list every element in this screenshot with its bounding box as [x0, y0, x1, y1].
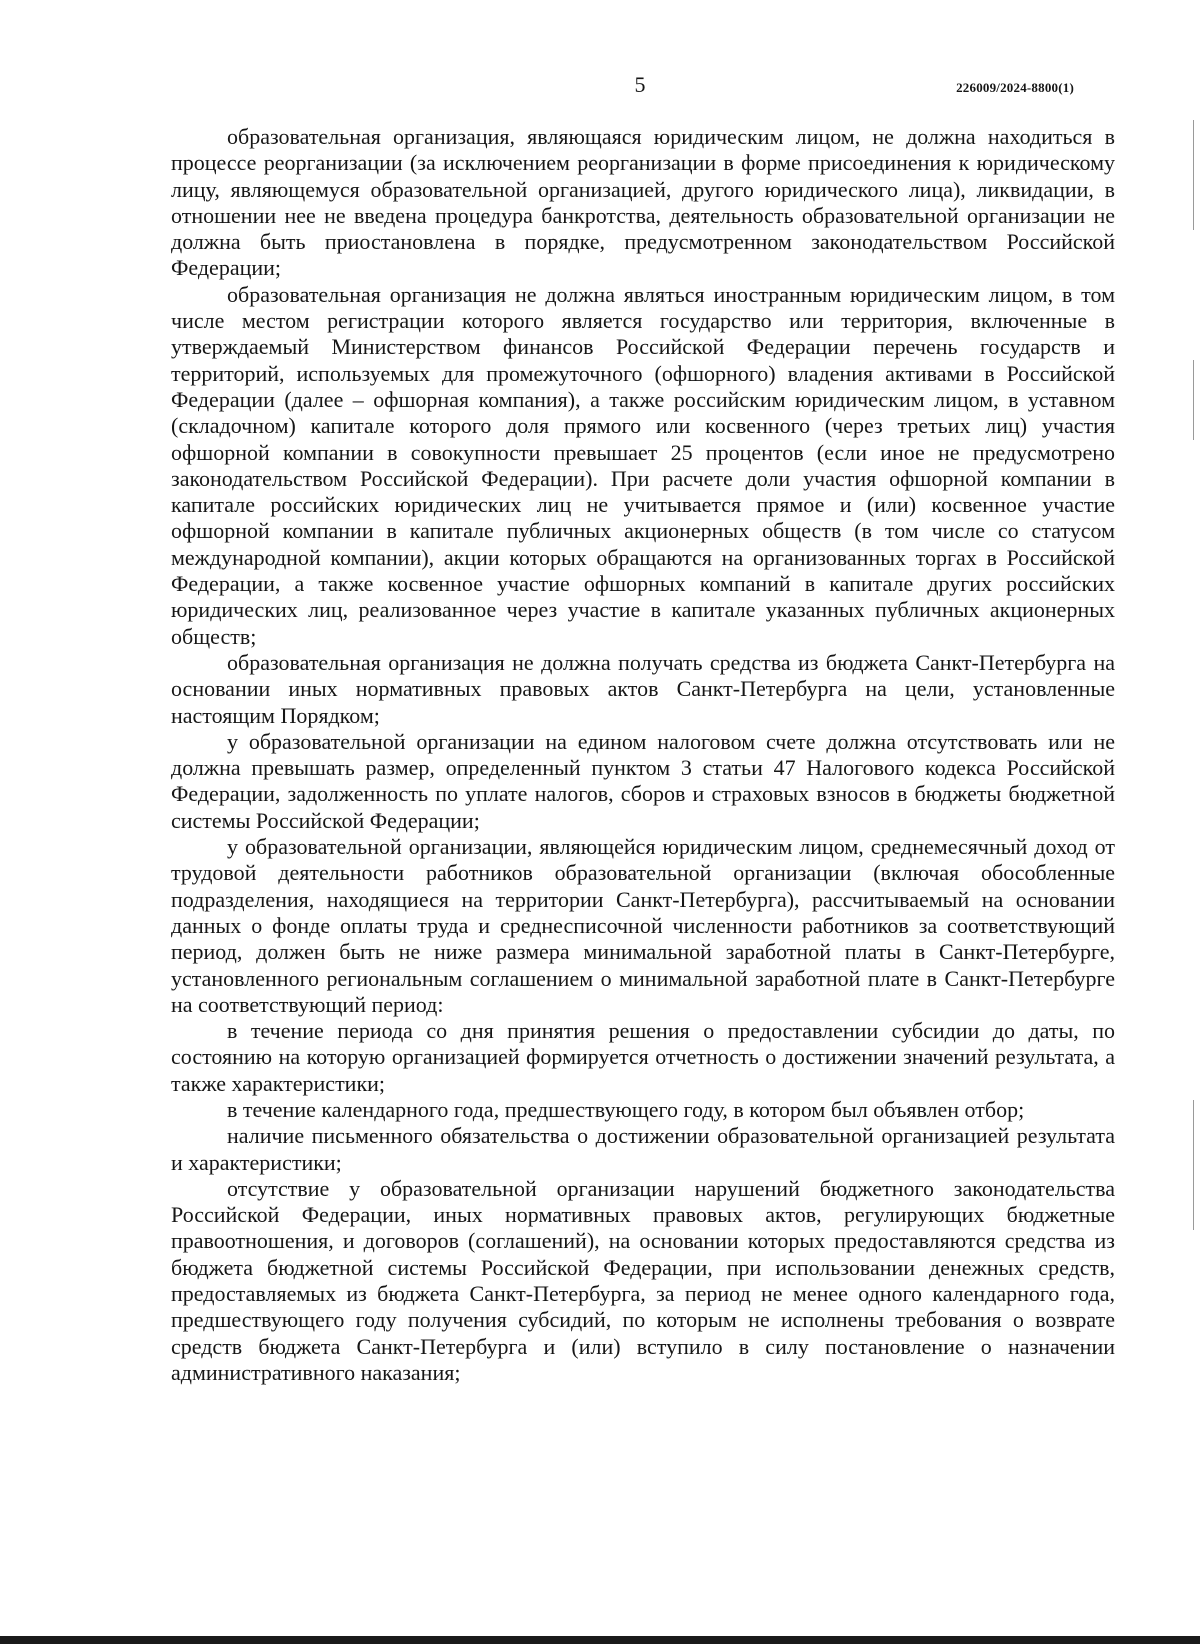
scan-edge-mark-top	[1193, 120, 1194, 230]
page-number: 5	[634, 72, 646, 97]
scan-bottom-bar	[0, 1636, 1200, 1644]
paragraph-average-income: у образовательной организации, являющейся юридическим лицом, среднемесячный доход от трудовой деятельности работников образовательной организации (включая обособленные подразделения, находящиеся на территории Санкт-Петербурга), рассчитываемый на основании данных о фонде оплаты труда и среднесписочной численности работников за соответствующий период, должен быть не ниже размера минимальной заработной платы в Санкт-Петербурге, установленного региональным соглашением о минимальной заработной плате в Санкт-Петербурге на соответствующий период:	[171, 834, 1115, 1017]
body-text	[171, 124, 1115, 1386]
paragraph-period-subsidy: в течение периода со дня принятия решения о предоставлении субсидии до даты, по состоянию на которую организацией формируется отчетность о достижении значений результата, а также характеристики;	[171, 1018, 1115, 1096]
paragraph-tax-debt: у образовательной организации на едином налоговом счете должна отсутствовать или не должна превышать размер, определенный пунктом 3 статьи 47 Налогового кодекса Российской Федерации, задолженность по уплате налогов, сборов и страховых взносов в бюджеты бюджетной системы Российской Федерации;	[171, 728, 1115, 833]
document-id: 226009/2024-8800(1)	[956, 80, 1074, 95]
paragraph-written-obligation: наличие письменного обязательства о достижении образовательной организацией результата и характеристики;	[171, 1123, 1115, 1175]
paragraph-other-funding: образовательная организация не должна получать средства из бюджета Санкт-Петербурга на основании иных нормативных правовых актов Санкт-Петербурга на цели, установленные настоящим Порядком;	[171, 649, 1115, 728]
scan-edge-mark-lower	[1193, 1100, 1194, 1230]
paragraph-foreign-entity: образовательная организация не должна являться иностранным юридическим лицом, в том числе местом регистрации которого является государство или территория, включенные в утверждаемый Министерством финансов Российской Федерации перечень государств и территорий, используемых для промежуточного (офшорного) владения активами в Российской Федерации (далее – офшорная компания), а также российским юридическим лицом, в уставном (складочном) капитале которого доля прямого или косвенного (через третьих лиц) участия офшорной компании в совокупности превышает 25 процентов (если иное не предусмотрено законодательством Российской Федерации). При расчете доли участия офшорной компании в капитале российских юридических лиц не учитывается прямое и (или) косвенное участие офшорной компании в капитале публичных акционерных обществ (в том числе со статусом международной компании), акции которых обращаются на организованных торгах в Российской Федерации, а также косвенное участие офшорных компаний в капитале других российских юридических лиц, реализованное через участие в капитале указанных публичных акционерных обществ;	[171, 281, 1115, 649]
paragraph-reorganization: образовательная организация, являющаяся юридическим лицом, не должна находиться в процессе реорганизации (за исключением реорганизации в форме присоединения к юридическому лицу, являющемуся образовательной организацией, другого юридического лица), ликвидации, в отношении нее не введена процедура банкротства, деятельность образовательной организации не должна быть приостановлена в порядке, предусмотренном законодательством Российской Федерации;	[171, 124, 1115, 281]
paragraph-period-calendar-year: в течение календарного года, предшествующего году, в котором был объявлен отбор;	[227, 1096, 1025, 1122]
scan-edge-mark-middle	[1193, 360, 1194, 440]
paragraph-no-violations: отсутствие у образовательной организации нарушений бюджетного законодательства Российской Федерации, иных нормативных правовых актов, регулирующих бюджетные правоотношения, и договоров (соглашений), на основании которых предоставляются средства из бюджета бюджетной системы Российской Федерации, при использовании денежных средств, предоставляемых из бюджета Санкт-Петербурга, за период не менее одного календарного года, предшествующего году получения субсидий, по которым не исполнены требования о возврате средств бюджета Санкт-Петербурга и (или) вступило в силу постановление о назначении административного наказания;	[171, 1175, 1115, 1385]
